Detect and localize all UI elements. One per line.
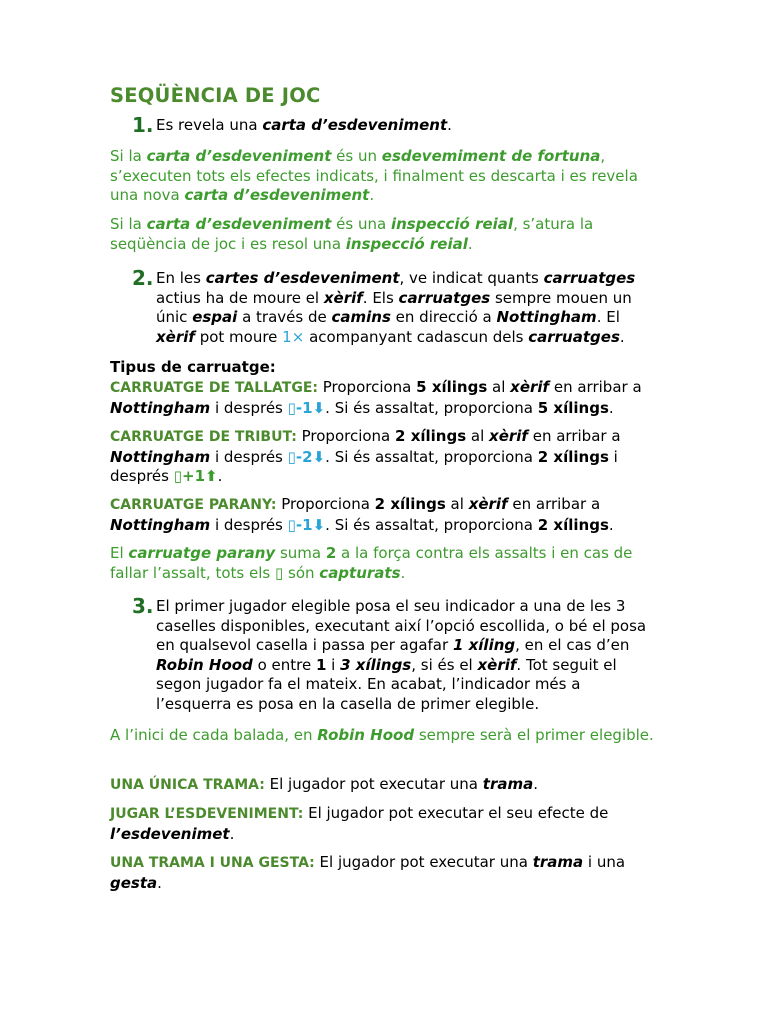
carriage-tribute: CARRUATGE DE TRIBUT: Proporciona 2 xílings al xèrif en arribar a Nottingham i després ▯-2⬇. Si és assaltat, proporciona 2 xílings i després ▯+1⬆. (110, 427, 621, 486)
page-title: SEQÜÈNCIA DE JOC (110, 84, 321, 107)
token-icon: ▯ (274, 563, 284, 582)
step-number-3: 3. (132, 594, 154, 618)
carriage-toll: CARRUATGE DE TALLATGE: Proporciona 5 xílings al xèrif en arribar a Nottingham i després ▯-1⬇. Si és assaltat, proporciona 5 xílings. (110, 378, 642, 417)
step-number-2: 2. (132, 266, 154, 290)
shilling-minus-icon: ▯-1⬇ (287, 515, 326, 534)
carriage-types-heading: Tipus de carruatge: (110, 358, 276, 376)
fortune-event-paragraph: Si la carta d’esdeveniment és un esdevemiment de fortuna, s’executen tots els efectes indicats, i finalment es descarta i es revela una nova carta d’esdeveniment. (110, 147, 638, 205)
step-2-text: En les cartes d’esdeveniment, ve indicat quants carruatges actius ha de moure el xèrif. Els carruatges sempre mouen un únic espai a través de camins en direcció a Nottingham. El xèrif pot moure 1× acompanyant cadascun dels carruatges. (156, 269, 636, 346)
step-number-1: 1. (132, 113, 154, 137)
shilling-minus-icon: ▯-1⬇ (287, 398, 326, 417)
ballad-start-paragraph: A l’inici de cada balada, en Robin Hood sempre serà el primer elegible. (110, 726, 654, 744)
trap-carriage-paragraph: El carruatge parany suma 2 a la força contra els assalts i en cas de fallar l’assalt, tots els ▯ són capturats. (110, 544, 633, 582)
carriage-trap: CARRUATGE PARANY: Proporciona 2 xílings al xèrif en arribar a Nottingham i després ▯-1⬇. Si és assaltat, proporciona 2 xílings. (110, 495, 614, 534)
option-single-plot: UNA ÚNICA TRAMA: El jugador pot executar una trama. (110, 775, 539, 793)
step-3-text: El primer jugador elegible posa el seu indicador a una de les 3 caselles disponibles, executant així l’opció escollida, o bé el posa en qualsevol casella i passa per agafar 1 xíling, en el cas d’en Robin Hood o entre 1 i 3 xílings, si és el xèrif. Tot seguit el segon jugador fa el mateix. En acabat, l’indicador més a l’esquerra es posa en la casella de primer elegible. (156, 597, 647, 713)
step-1-text: Es revela una carta d’esdeveniment. (156, 116, 452, 134)
shilling-plus-icon: ▯+1⬆ (173, 467, 218, 486)
royal-inspection-paragraph: Si la carta d’esdeveniment és una inspecció reial, s’atura la seqüència de joc i es resol una inspecció reial. (110, 215, 594, 253)
shilling-minus-icon: ▯-2⬇ (287, 447, 326, 466)
option-play-event: JUGAR L’ESDEVENIMENT: El jugador pot executar el seu efecte de l’esdevenimet. (110, 804, 609, 843)
option-plot-and-deed: UNA TRAMA I UNA GESTA: El jugador pot executar una trama i una gesta. (110, 853, 626, 892)
